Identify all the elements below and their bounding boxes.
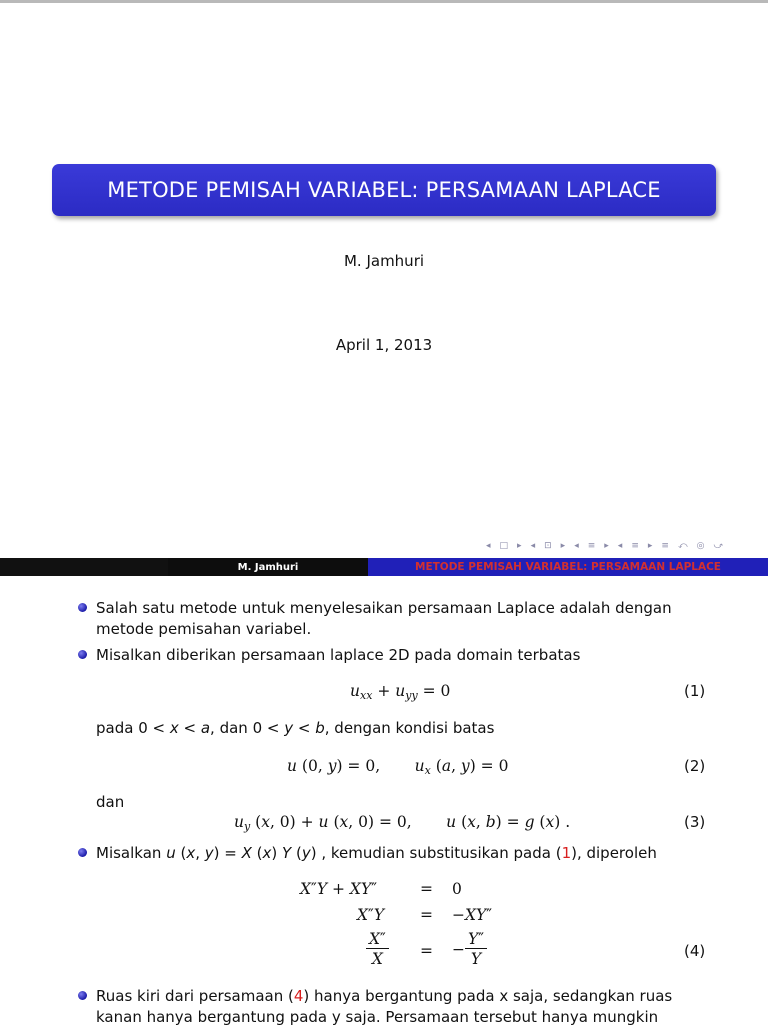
dan-text: dan <box>96 793 125 811</box>
equation-number: (3) <box>684 813 706 831</box>
bullet-text <box>96 986 690 1028</box>
bullet-item <box>78 843 690 864</box>
nav-section-icon[interactable]: ≡ <box>631 541 639 551</box>
nav-toc-icon[interactable]: ≡ <box>661 541 669 551</box>
equation-rhs: 0 <box>452 880 462 898</box>
equation-number: (1) <box>684 682 706 700</box>
nav-next-subsection-icon[interactable]: ▸ <box>604 541 609 551</box>
footline-title: METODE PEMISAH VARIABEL: PERSAMAAN LAPLACE <box>368 558 768 576</box>
nav-subsection-icon[interactable]: ≡ <box>587 541 596 551</box>
equation-number: (2) <box>684 757 706 775</box>
slide-title-box <box>52 164 716 216</box>
bullet-item <box>78 598 690 640</box>
nav-slide-icon[interactable]: ⊡ <box>544 541 552 551</box>
equation-body: X″Y <box>357 906 385 924</box>
nav-forward-icon[interactable]: ⤻ <box>713 541 724 551</box>
bullet-text: Misalkan diberikan persamaan laplace 2D pada domain terbatas <box>96 646 581 664</box>
equation-rhs: − $\frac{Y''}{Y}$ <box>452 930 487 969</box>
equation-reference-link[interactable]: 4 <box>293 987 304 1005</box>
nav-next-slide-icon[interactable]: ▸ <box>560 541 566 551</box>
slide-title: METODE PEMISAH VARIABEL: PERSAMAAN LAPLACE <box>107 178 661 202</box>
footline-author: M. Jamhuri <box>168 558 368 576</box>
nav-back-icon[interactable]: ⤺ <box>677 541 688 551</box>
nav-prev-subsection-icon[interactable]: ◂ <box>574 541 579 551</box>
bullet-text-prefix: Ruas kiri dari persamaan ( <box>96 987 294 1005</box>
equation-body: $u_{xx} + u_{yy} = 0$ <box>350 682 451 702</box>
equation-body: X″Y + XY″ <box>300 880 377 898</box>
nav-next-section-icon[interactable]: ▸ <box>647 541 653 551</box>
equation-reference-link[interactable]: 1 <box>561 844 572 862</box>
top-border <box>0 0 768 3</box>
equation-body: $\frac{X''}{X}$ <box>366 930 389 969</box>
slide-author: M. Jamhuri <box>343 252 425 270</box>
bullet-text: Misalkan u (x, y) = X (x) Y (y) , kemudian substitusikan pada (1), diperoleh <box>96 844 657 862</box>
slide-date: April 1, 2013 <box>335 336 433 354</box>
equation-relation: = <box>420 942 433 960</box>
bullet-icon <box>78 650 87 659</box>
bullet-item <box>78 986 690 1028</box>
equation-body: u (0, y) = 0, $u_x$ (a, y) = 0 <box>287 757 509 777</box>
bullet-icon <box>78 848 87 857</box>
equation-body: $u_y$ (x, 0) + u (x, 0) = 0, u (x, b) = g (x) . <box>234 813 571 833</box>
nav-frame-icon[interactable]: □ <box>499 541 509 551</box>
bullet-icon <box>78 603 87 612</box>
bullet-item <box>78 645 690 666</box>
equation-rhs: −XY″ <box>452 906 493 924</box>
bullet-icon <box>78 991 87 1000</box>
equation-number: (4) <box>684 942 706 960</box>
nav-prev-section-icon[interactable]: ◂ <box>617 541 623 551</box>
bullet-text-suffix: ) hanya bergantung pada x saja, sedangkan ruas kanan hanya bergantung pada y saja. Persamaan tersebut hanya mungkin <box>96 987 673 1026</box>
equation-relation: = <box>420 880 433 898</box>
nav-prev-slide-icon[interactable]: ◂ <box>530 541 536 551</box>
beamer-footline <box>0 558 768 576</box>
nav-search-icon[interactable]: ◎ <box>696 541 705 551</box>
nav-prev-frame-icon[interactable]: ◂ <box>486 541 491 551</box>
domain-text: pada 0 < x < a, dan 0 < y < b, dengan kondisi batas <box>96 719 495 737</box>
equation-relation: = <box>420 906 433 924</box>
nav-next-frame-icon[interactable]: ▸ <box>517 541 522 551</box>
bullet-text: Salah satu metode untuk menyelesaikan persamaan Laplace adalah dengan metode pemisahan variabel. <box>96 599 672 638</box>
beamer-navigation-bar <box>486 539 723 553</box>
